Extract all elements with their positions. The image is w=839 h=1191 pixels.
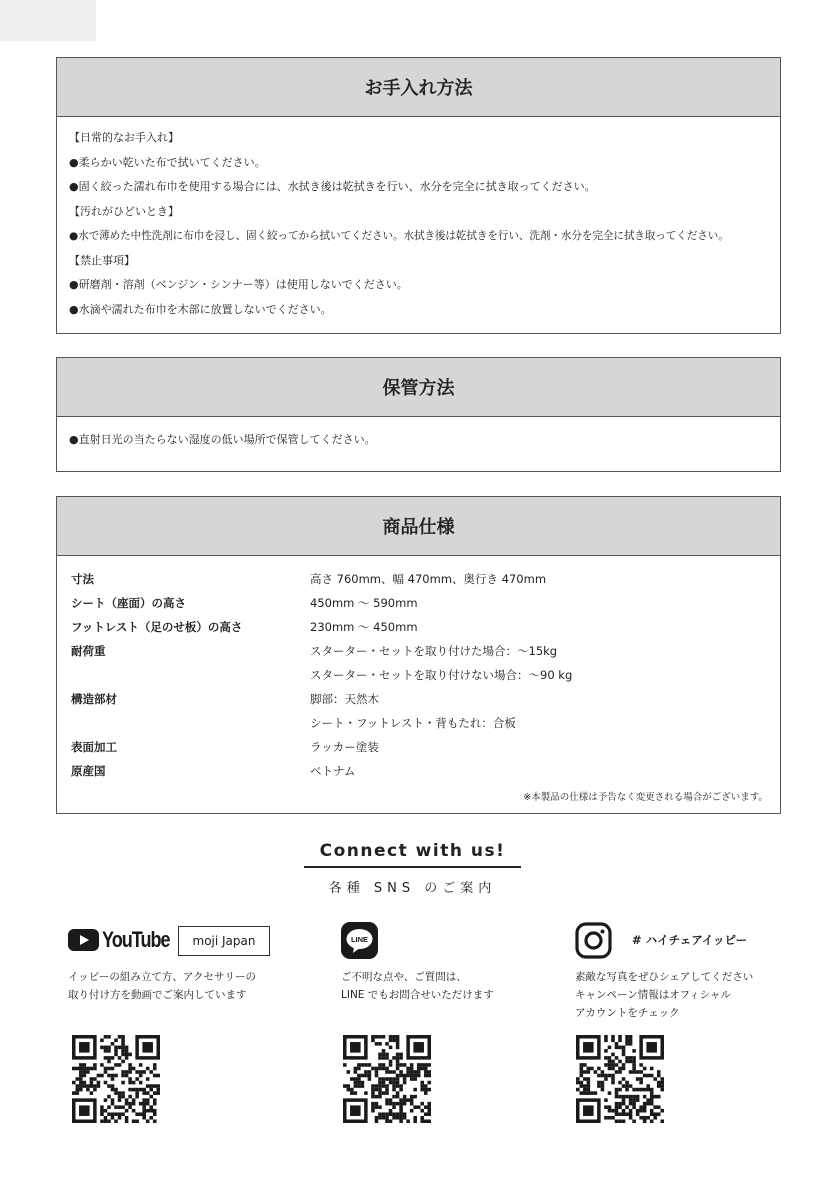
connect-subtitle: 各種 SNS のご案内 [328, 881, 497, 896]
spec-label: 表面加工 [71, 740, 117, 754]
spec-value: スターター・セットを取り付けた場合：～15kg [310, 644, 558, 658]
spec-row [69, 735, 768, 759]
connect-divider [304, 866, 521, 868]
youtube-qr-code[interactable] [72, 1035, 160, 1123]
instagram-hashtag[interactable]: # ハイチェアイッピー [632, 933, 748, 947]
spec-table [57, 556, 780, 783]
spec-label: 寸法 [71, 572, 94, 586]
spec-value: 230mm ～ 450mm [310, 620, 418, 634]
line-header [341, 920, 561, 960]
spec-row [69, 663, 768, 687]
care-line: ●固く絞った濡れ布巾を使用する場合には、水拭き後は乾拭きを行い、水分を完全に拭き取ってください。 [69, 180, 596, 193]
spec-label [69, 663, 310, 687]
care-line: ●研磨剤・溶剤（ベンジン・シンナー等）は使用しないでください。 [69, 278, 408, 291]
spec-label: 原産国 [71, 764, 106, 778]
spec-row [69, 711, 768, 735]
youtube-icon [68, 929, 99, 951]
youtube-block [68, 920, 288, 1004]
spec-title: 商品仕様 [57, 497, 780, 556]
storage-title: 保管方法 [57, 358, 780, 417]
page-corner-tab [0, 0, 96, 41]
care-line: ●水滴や濡れた布巾を木部に放置しないでください。 [69, 302, 332, 316]
spec-note: ※本製品の仕様は予告なく変更される場合がございます。 [523, 792, 768, 803]
storage-section [56, 357, 781, 472]
care-section [56, 57, 781, 334]
spec-value: 450mm ～ 590mm [310, 596, 418, 610]
storage-text: ●直射日光の当たらない湿度の低い場所で保管してください。 [69, 433, 376, 446]
youtube-description [68, 968, 288, 1004]
line-icon[interactable] [341, 922, 378, 959]
spec-row [69, 759, 768, 783]
spec-section [56, 496, 781, 814]
youtube-channel-badge[interactable]: moji Japan [178, 926, 270, 956]
spec-label: 構造部材 [71, 692, 117, 706]
spec-value: スターター・セットを取り付けない場合：～90 kg [310, 668, 573, 682]
connect-title: Connect with us! [319, 841, 506, 861]
youtube-text-line: イッピーの組み立て方、アクセサリーの [68, 971, 257, 983]
spec-value: シート・フットレスト・背もたれ：合板 [310, 716, 516, 730]
instagram-text-line: アカウントをチェック [575, 1007, 680, 1019]
instagram-icon[interactable] [575, 922, 612, 959]
spec-value: ベトナム [310, 764, 356, 778]
spec-row [69, 687, 768, 711]
spec-label: 耐荷重 [71, 644, 106, 658]
care-title: お手入れ方法 [57, 58, 780, 117]
line-qr-code[interactable] [343, 1035, 431, 1123]
instagram-block [575, 920, 795, 1022]
spec-row [69, 639, 768, 663]
line-icon-label: LINE [350, 934, 369, 944]
youtube-logo[interactable] [68, 927, 184, 953]
youtube-wordmark: YouTube [102, 927, 170, 952]
spec-label [69, 711, 310, 735]
spec-value: 脚部：天然木 [310, 692, 379, 706]
instagram-qr-code[interactable] [576, 1035, 664, 1123]
storage-body [57, 417, 780, 453]
line-block [341, 920, 561, 1004]
care-body [57, 117, 780, 322]
instagram-header [575, 920, 795, 960]
care-line: 【禁止事項】 [69, 253, 135, 267]
line-description [341, 968, 561, 1004]
spec-row [69, 591, 768, 615]
line-text-line: LINE でもお問合せいただけます [341, 989, 494, 1001]
spec-label: フットレスト（足のせ板）の高さ [71, 620, 243, 634]
connect-heading [304, 838, 521, 896]
care-line: ●柔らかい乾いた布で拭いてください。 [69, 155, 266, 169]
youtube-text-line: 取り付け方を動画でご案内しています [68, 989, 247, 1001]
instagram-text-line: キャンペーン情報はオフィシャル [575, 989, 731, 1001]
care-line: ●水で薄めた中性洗剤に布巾を浸し、固く絞ってから拭いてください。水拭き後は乾拭きを行い、洗剤・水分を完全に拭き取ってください。 [69, 230, 729, 242]
care-line: 【日常的なお手入れ】 [69, 131, 179, 144]
spec-row [69, 567, 768, 591]
line-text-line: ご不明な点や、ご質問は、 [341, 971, 467, 983]
spec-label: シート（座面）の高さ [71, 596, 186, 610]
spec-row [69, 615, 768, 639]
youtube-header [68, 920, 288, 960]
instagram-text-line: 素敵な写真をぜひシェアしてください [575, 971, 754, 983]
spec-value: ラッカー塗装 [310, 740, 379, 754]
spec-value: 高さ 760mm、幅 470mm、奥行き 470mm [310, 572, 547, 586]
instagram-description [575, 968, 795, 1022]
care-line: 【汚れがひどいとき】 [69, 204, 179, 218]
